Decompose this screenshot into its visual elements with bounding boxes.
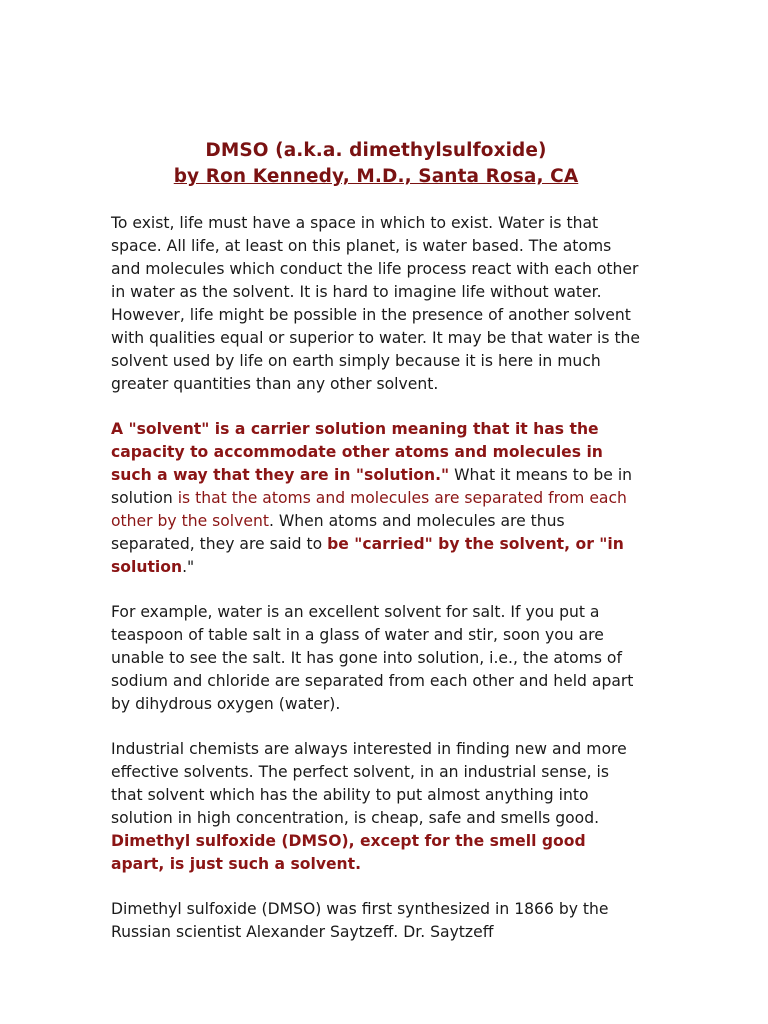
paragraph-5: Dimethyl sulfoxide (DMSO) was first synthesized in 1866 by the Russian scientist Alexander Saytzeff. Dr. Saytzeff <box>111 900 609 941</box>
paragraph-4 <box>111 738 641 876</box>
paragraph-4-bold-statement: Dimethyl sulfoxide (DMSO), except for the smell good apart, is just such a solvent. <box>111 832 586 873</box>
title-author: by Ron Kennedy, M.D., Santa Rosa, CA <box>173 166 579 187</box>
paragraph-4-text: Industrial chemists are always interested in finding new and more effective solvents. The perfect solvent, in an industrial sense, is that solvent which has the ability to put almost anything into solution in high concentration, is cheap, safe and smells good. <box>111 740 627 827</box>
document-page <box>111 138 641 966</box>
paragraph-2-text-a: What it means to be in solution <box>111 466 633 507</box>
paragraph-2-text-c: ." <box>182 558 195 576</box>
paragraph-2 <box>111 418 641 579</box>
paragraph-2-text-b: . When atoms and molecules are thus separated, they are said to <box>111 512 565 553</box>
paragraph-2-bold-definition: A "solvent" is a carrier solution meaning that it has the capacity to accommodate other atoms and molecules in such a way that they are in "solution." <box>111 420 603 484</box>
paragraph-2-bold-carried: be "carried" by the solvent, or "in solution <box>111 535 624 576</box>
paragraph-1: To exist, life must have a space in which to exist. Water is that space. All life, at least on this planet, is water based. The atoms and molecules which conduct the life process react with each other in water as the solvent. It is hard to imagine life without water. However, life might be possible in the presence of another solvent with qualities equal or superior to water. It may be that water is the solvent used by life on earth simply because it is here in much greater quantities than any other solvent. <box>111 214 641 393</box>
paragraph-2-red-phrase: is that the atoms and molecules are separated from each other by the solvent <box>111 489 627 530</box>
paragraph-3: For example, water is an excellent solvent for salt. If you put a teaspoon of table salt in a glass of water and stir, soon you are unable to see the salt. It has gone into solution, i.e., the atoms of sodium and chloride are separated from each other and held apart by dihydrous oxygen (water). <box>111 603 634 713</box>
document-title <box>111 138 641 190</box>
title-main: DMSO (a.k.a. dimethylsulfoxide) <box>205 140 547 161</box>
